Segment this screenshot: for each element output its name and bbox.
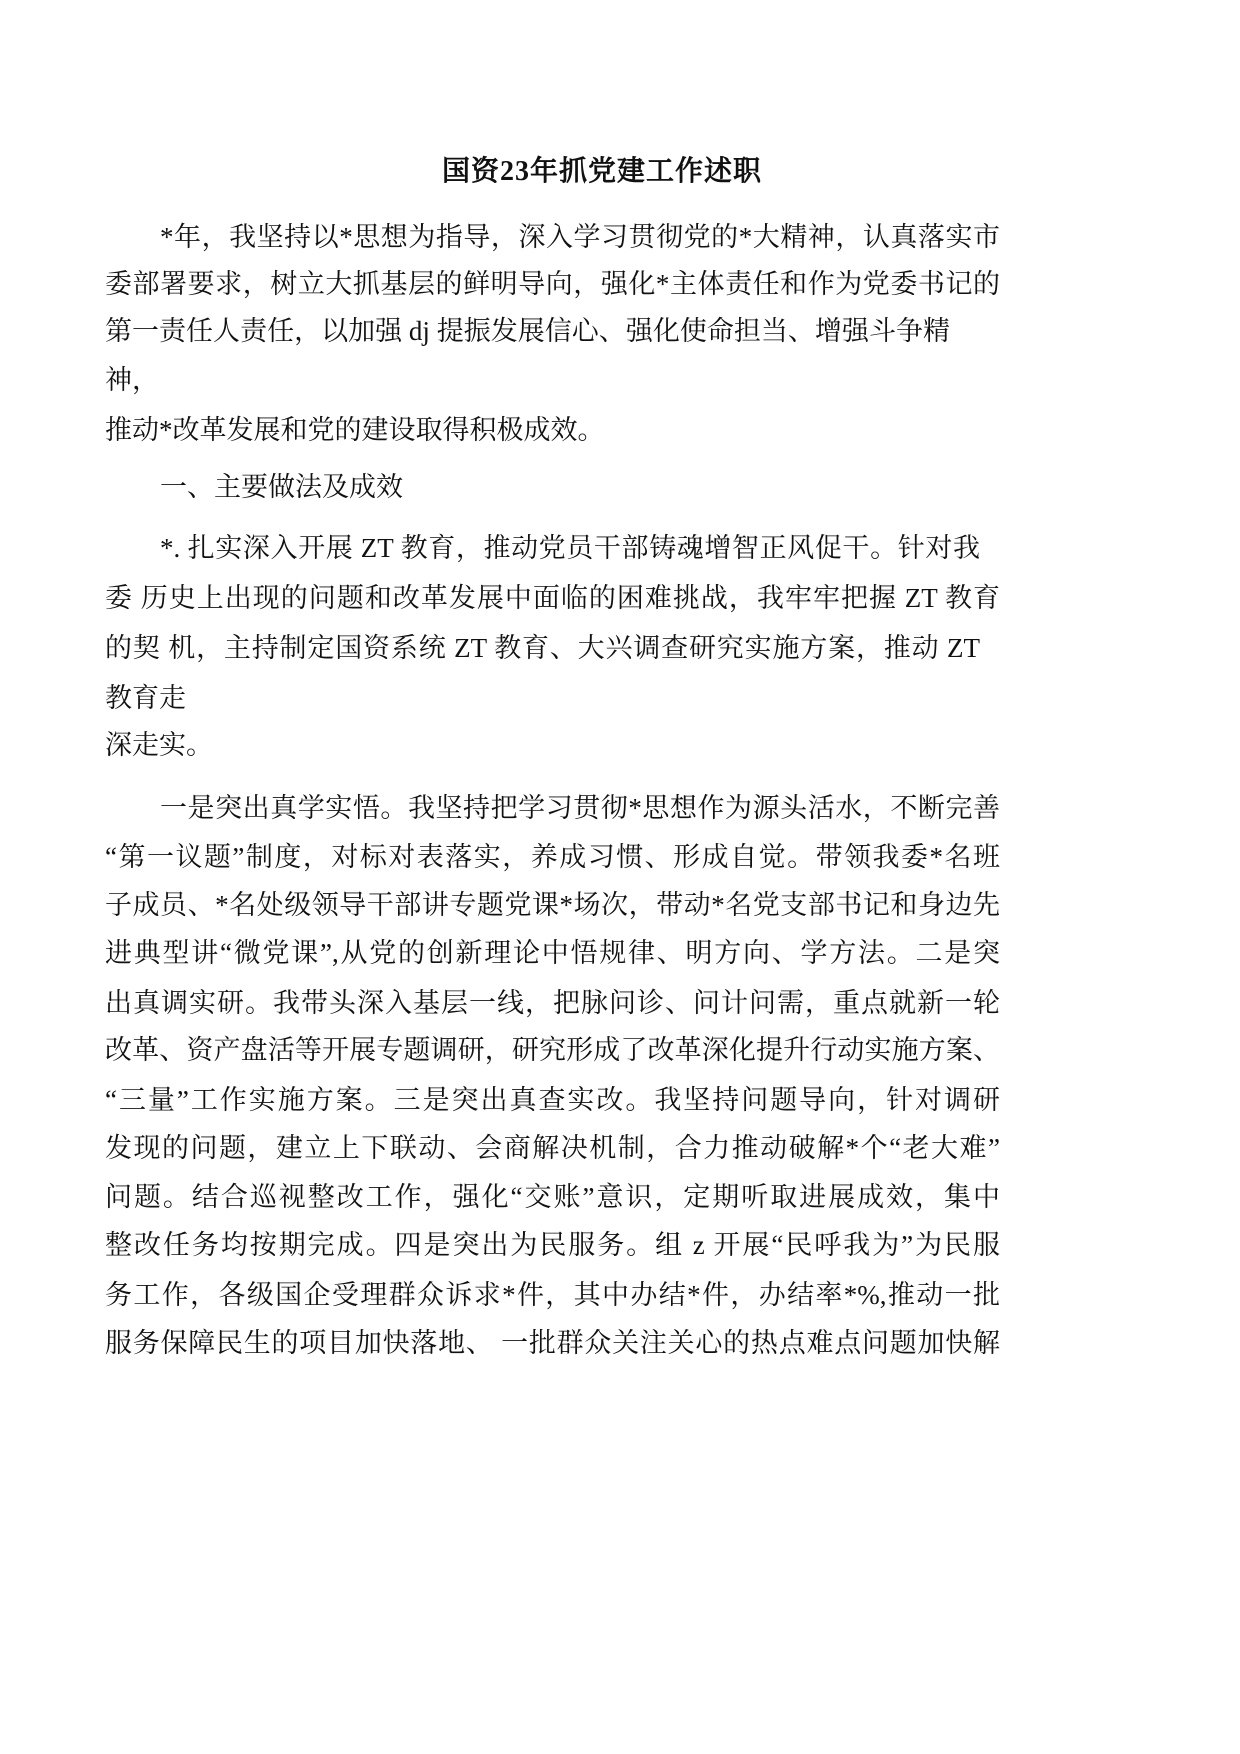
detail-line: 问题。结合巡视整改工作，强化“交账”意识，定期听取进展成效，集中 (105, 1182, 1000, 1212)
intro-line: *年，我坚持以*思想为指导，深入学习贯彻党的*大精神，认真落实市 (160, 222, 1000, 252)
item-one-line: 教育走 (105, 683, 186, 713)
intro-line: 神， (105, 365, 159, 395)
detail-line: “三量”工作实施方案。三是突出真查实改。我坚持问题导向，针对调研 (105, 1085, 1000, 1115)
detail-line: 一是突出真学实悟。我坚持把学习贯彻*思想作为源头活水，不断完善 (160, 793, 1000, 823)
section-heading: 一、主要做法及成效 (160, 472, 403, 502)
intro-line: 委部署要求，树立大抓基层的鲜明导向，强化*主体责任和作为党委书记的 (105, 269, 1000, 299)
detail-line: 发现的问题，建立上下联动、会商解决机制，合力推动破解*个“老大难” (105, 1133, 1000, 1163)
item-one-line: 深走实。 (105, 730, 213, 760)
detail-line: 子成员、*名处级领导干部讲专题党课*场次，带动*名党支部书记和身边先 (105, 890, 1000, 920)
document-title: 国资23年抓党建工作述职 (441, 156, 762, 187)
detail-line: 服务保障民生的项目加快落地、 一批群众关注关心的热点难点问题加快解 (105, 1328, 1000, 1358)
detail-line: 进典型讲“微党课”,从党的创新理论中悟规律、明方向、学方法。二是突 (105, 938, 1000, 968)
detail-line: “第一议题”制度，对标对表落实，养成习惯、形成自觉。带领我委*名班 (105, 842, 1000, 872)
detail-line: 务工作，各级国企受理群众诉求*件，其中办结*件，办结率*%,推动一批 (105, 1280, 1000, 1310)
item-one-line: 的契 机，主持制定国资系统 ZT 教育、大兴调查研究实施方案，推动 ZT (105, 633, 980, 663)
item-one-line: 委 历史上出现的问题和改革发展中面临的困难挑战，我牢牢把握 ZT 教育 (105, 583, 1000, 613)
intro-line: 第一责任人责任，以加强 dj 提振发展信心、强化使命担当、增强斗争精 (105, 316, 950, 346)
detail-line: 出真调实研。我带头深入基层一线，把脉问诊、问计问需，重点就新一轮 (105, 988, 1000, 1018)
item-one-line: *. 扎实深入开展 ZT 教育，推动党员干部铸魂增智正风促干。针对我 (160, 533, 980, 563)
detail-line: 改革、资产盘活等开展专题调研，研究形成了改革深化提升行动实施方案、 (105, 1035, 1000, 1065)
detail-line: 整改任务均按期完成。四是突出为民服务。组 z 开展“民呼我为”为民服 (105, 1230, 1000, 1260)
intro-line: 推动*改革发展和党的建设取得积极成效。 (105, 415, 605, 445)
